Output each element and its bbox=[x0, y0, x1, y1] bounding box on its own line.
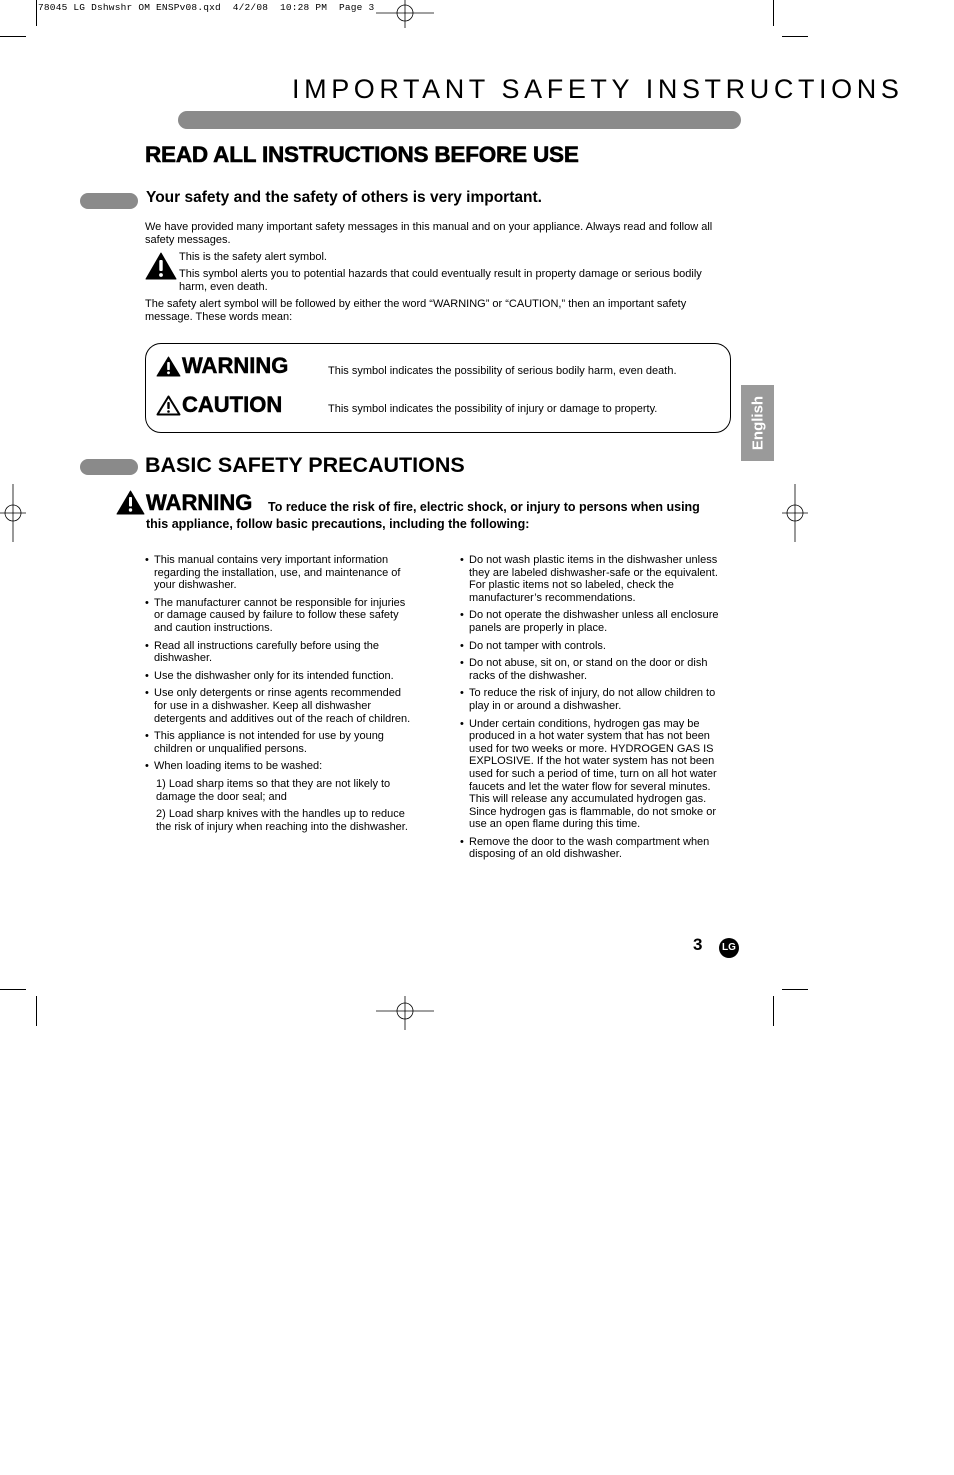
caution-triangle-icon bbox=[156, 395, 181, 416]
list-subitem: 1) Load sharp items so that they are not likely to damage the door seal; and bbox=[156, 777, 391, 803]
list-item: • The manufacturer cannot be responsible for injuries or damage caused by failure to follow these safety and caution instructions. bbox=[145, 597, 413, 635]
list-item: • Do not tamper with controls. bbox=[460, 640, 728, 653]
left-precautions-column bbox=[145, 554, 413, 838]
list-item: • Do not wash plastic items in the dishwasher unless they are labeled dishwasher-safe or the equivalent. For plastic items not so labeled, check the manufacturer’s recommendations. bbox=[460, 554, 728, 604]
language-tab bbox=[741, 385, 774, 461]
print-slug: 78045 LG Dshwshr OM ENSPv08.qxd 4/2/08 10:28 PM Page 3 bbox=[38, 2, 375, 13]
section-pill bbox=[80, 459, 138, 475]
list-item: • Use only detergents or rinse agents recommended for use in a dishwasher. Keep all dishwasher detergents and additives out of the reach of children. bbox=[145, 687, 413, 725]
crop-mark bbox=[773, 0, 774, 26]
list-item: • Do not operate the dishwasher unless all enclosure panels are properly in place. bbox=[460, 609, 728, 634]
warning-signal-description: This symbol indicates the possibility of serious bodily harm, even death. bbox=[328, 365, 677, 377]
basic-warning-text: this appliance, follow basic precautions, including the following: bbox=[146, 517, 530, 531]
crop-mark bbox=[782, 36, 808, 37]
list-item: • Use the dishwasher only for its intended function. bbox=[145, 670, 413, 683]
alert-symbol-line: This is the safety alert symbol. bbox=[179, 251, 327, 263]
logo-text: LG bbox=[722, 942, 736, 953]
list-subitem: 2) Load sharp knives with the handles up to reduce the risk of injury when reaching into the dishwasher. bbox=[156, 808, 408, 833]
crop-mark bbox=[0, 989, 26, 990]
crop-mark bbox=[36, 996, 37, 1026]
list-item: • To reduce the risk of injury, do not allow children to play in or around a dishwasher. bbox=[460, 687, 728, 712]
caution-signal-word: CAUTION bbox=[182, 392, 283, 417]
intro-paragraph: We have provided many important safety messages in this manual and on your appliance. Always read and follow all safety messages. bbox=[145, 221, 713, 246]
warning-signal-word: WARNING bbox=[182, 353, 289, 378]
list-item: • Do not abuse, sit on, or stand on the door or dish racks of the dishwasher. bbox=[460, 657, 728, 682]
registration-mark-icon bbox=[782, 484, 808, 542]
crop-mark bbox=[36, 0, 37, 26]
warning-triangle-icon bbox=[156, 356, 181, 377]
basic-warning-text: To reduce the risk of fire, electric shock, or injury to persons when using bbox=[268, 500, 700, 514]
list-item: • Read all instructions carefully before using the dishwasher. bbox=[145, 640, 413, 665]
crop-mark bbox=[0, 36, 26, 37]
lg-logo-icon bbox=[719, 938, 739, 958]
alert-follow-paragraph: The safety alert symbol will be followed by either the word “WARNING” or “CAUTION,” then an important safety message. These words mean: bbox=[145, 298, 687, 323]
registration-mark-icon bbox=[376, 0, 434, 30]
right-precautions-column bbox=[460, 554, 728, 866]
crop-mark bbox=[773, 996, 774, 1026]
list-item: • When loading items to be washed: bbox=[145, 760, 413, 773]
alert-symbol-description: This symbol alerts you to potential hazards that could eventually result in property damage or serious bodily harm, even death. bbox=[179, 268, 702, 293]
language-tab-label: English bbox=[749, 395, 766, 451]
list-item: • Remove the door to the wash compartment when disposing of an old dishwasher. bbox=[460, 836, 728, 861]
registration-mark-icon bbox=[376, 996, 434, 1030]
basic-safety-heading: BASIC SAFETY PRECAUTIONS bbox=[145, 453, 465, 477]
page-number: 3 bbox=[693, 935, 703, 954]
crop-mark bbox=[782, 989, 808, 990]
list-item: • Under certain conditions, hydrogen gas may be produced in a hot water system that has not been used for two weeks or more. HYDROGEN GAS IS EXPLOSIVE. If the hot water system has not been used for such a period of time, turn on all hot water faucets and let the water flow for several minutes. This will release any accumulated hydrogen gas. Since hydrogen gas is flammable, do not smoke or use an open flame during this time. bbox=[460, 718, 728, 831]
title-bar bbox=[178, 111, 741, 129]
section-pill bbox=[80, 193, 138, 209]
warning-triangle-icon bbox=[116, 490, 145, 515]
list-item: • This manual contains very important information regarding the installation, use, and maintenance of your dishwasher. bbox=[145, 554, 413, 592]
safety-subheading: Your safety and the safety of others is very important. bbox=[146, 189, 542, 206]
list-item: • This appliance is not intended for use by young children or unqualified persons. bbox=[145, 730, 413, 755]
warning-triangle-icon bbox=[145, 252, 177, 280]
read-all-heading: READ ALL INSTRUCTIONS BEFORE USE bbox=[145, 142, 579, 167]
basic-warning-word: WARNING bbox=[146, 490, 253, 515]
registration-mark-icon bbox=[0, 484, 26, 542]
caution-signal-description: This symbol indicates the possibility of injury or damage to property. bbox=[328, 403, 658, 415]
page-title: IMPORTANT SAFETY INSTRUCTIONS bbox=[292, 74, 904, 104]
